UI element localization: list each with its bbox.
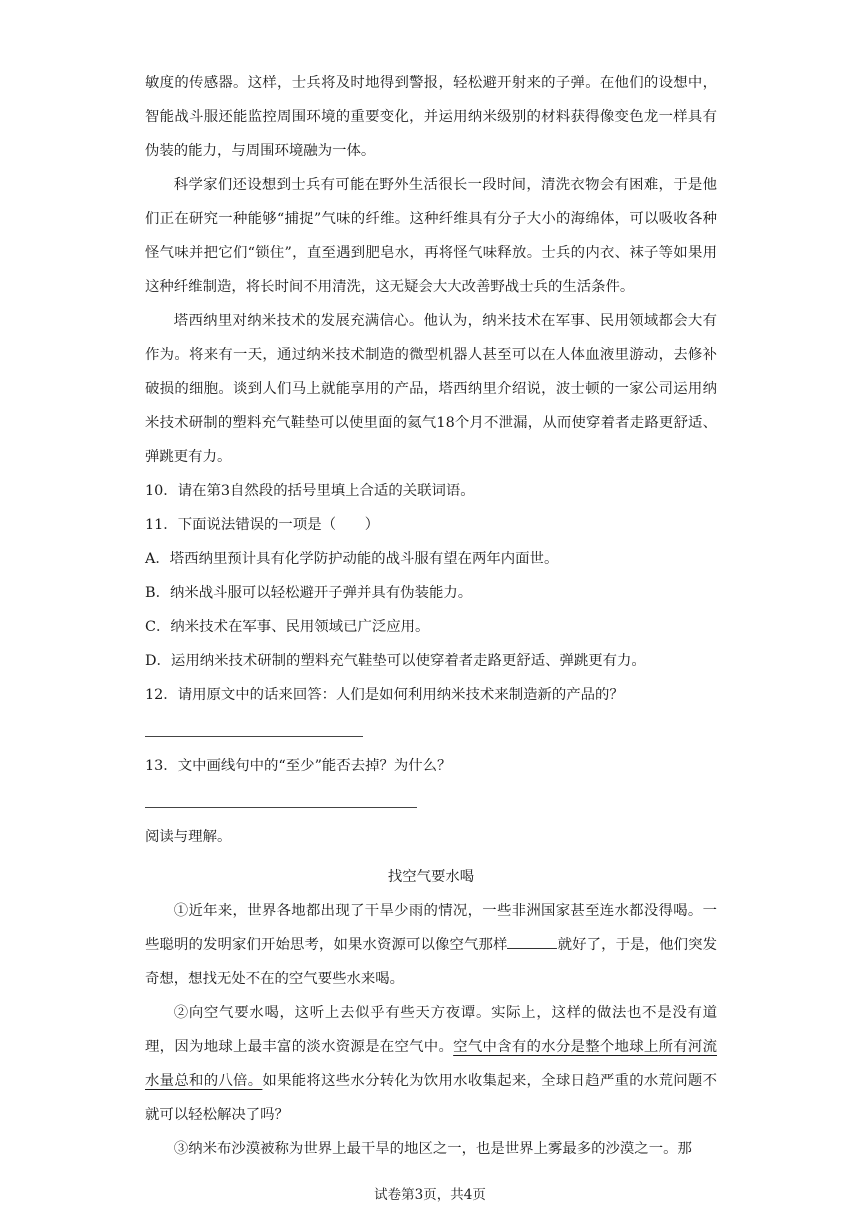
question-11-option-c: C．纳米技术在军事、民用领域已广泛应用。 (145, 619, 430, 635)
section2-para-1-before: ①近年来，世界各地都出现了干旱少雨的情况，一些非洲国家甚至连水都没得喝。一些聪明的发明家们开始思考，如果水资源可以像空气那样 (145, 903, 717, 953)
section2-para-3: ③纳米布沙漠被称为世界上最干旱的地区之一，也是世界上雾最多的沙漠之一。那 (173, 1141, 692, 1157)
passage1-para-3: 塔西纳里对纳米技术的发展充满信心。他认为，纳米技术在军事、民用领域都会大有作为。将来有一天，通过纳米技术制造的微型机器人甚至可以在人体血液里游动，去修补破损的细胞。谈到人们马上就能享用的产品，塔西纳里介绍说，波士顿的一家公司运用纳米技术研制的塑料充气鞋垫可以使里面的氦气18个月不泄漏，从而使穿着者走路更舒适、弹跳更有力。 (145, 313, 717, 465)
question-11-option-a: A．塔西纳里预计具有化学防护动能的战斗服有望在两年内面世。 (145, 551, 559, 567)
section2-para-2-after: 如果能将这些水分转化为饮用水收集起来，全球日趋严重的水荒问题不就可以轻松解决了吗？ (145, 1073, 717, 1123)
section2-intro: 阅读与理解。 (145, 829, 232, 845)
section2-title: 找空气要水喝 (387, 869, 475, 885)
answer-line-13[interactable] (145, 807, 417, 808)
underlined-sentence: 空气中含有的水分是整个地球上所有河流水量总和的八倍。 (145, 1039, 717, 1089)
page-content (145, 66, 717, 1166)
section2-para-1-after: 就好了，于是，他们突发奇想，想找无处不在的空气要些水来喝。 (145, 937, 717, 987)
question-11-option-b: B．纳米战斗服可以轻松避开子弹并具有伪装能力。 (145, 585, 473, 601)
page-footer: 试卷第3页，共4页 (374, 1187, 486, 1203)
question-10: 10．请在第3自然段的括号里填上合适的关联词语。 (145, 483, 475, 499)
section2-para-1 (145, 894, 717, 996)
question-11: 11．下面说法错误的一项是（ ） (145, 517, 380, 533)
passage1-para-1: 敏度的传感器。这样，士兵将及时地得到警报，轻松避开射来的子弹。在他们的设想中，智能战斗服还能监控周围环境的重要变化，并运用纳米级别的材料获得像变色龙一样具有伪装的能力，与周围环境融为一体。 (145, 75, 717, 159)
section2-para-2-before: ②向空气要水喝，这听上去似乎有些天方夜谭。实际上，这样的做法也不是没有道理，因为地球上最丰富的淡水资源是在空气中。 (145, 1005, 717, 1055)
question-13: 13．文中画线句中的“至少”能否去掉？为什么？ (145, 758, 452, 774)
answer-line-12[interactable] (145, 736, 363, 737)
fill-in-blank[interactable] (507, 934, 557, 949)
section2-para-2 (145, 996, 717, 1132)
question-11-option-d: D．运用纳米技术研制的塑料充气鞋垫可以使穿着者走路更舒适、弹跳更有力。 (145, 653, 646, 669)
question-12: 12．请用原文中的话来回答：人们是如何利用纳米技术来制造新的产品的？ (145, 687, 624, 703)
passage1-para-2: 科学家们还设想到士兵有可能在野外生活很长一段时间，清洗衣物会有困难，于是他们正在研究一种能够“捕捉”气味的纤维。这种纤维具有分子大小的海绵体，可以吸收各种怪气味并把它们“锁住”，直至遇到肥皂水，再将怪气味释放。士兵的内衣、袜子等如果用这种纤维制造，将长时间不用清洗，这无疑会大大改善野战士兵的生活条件。 (145, 177, 717, 295)
